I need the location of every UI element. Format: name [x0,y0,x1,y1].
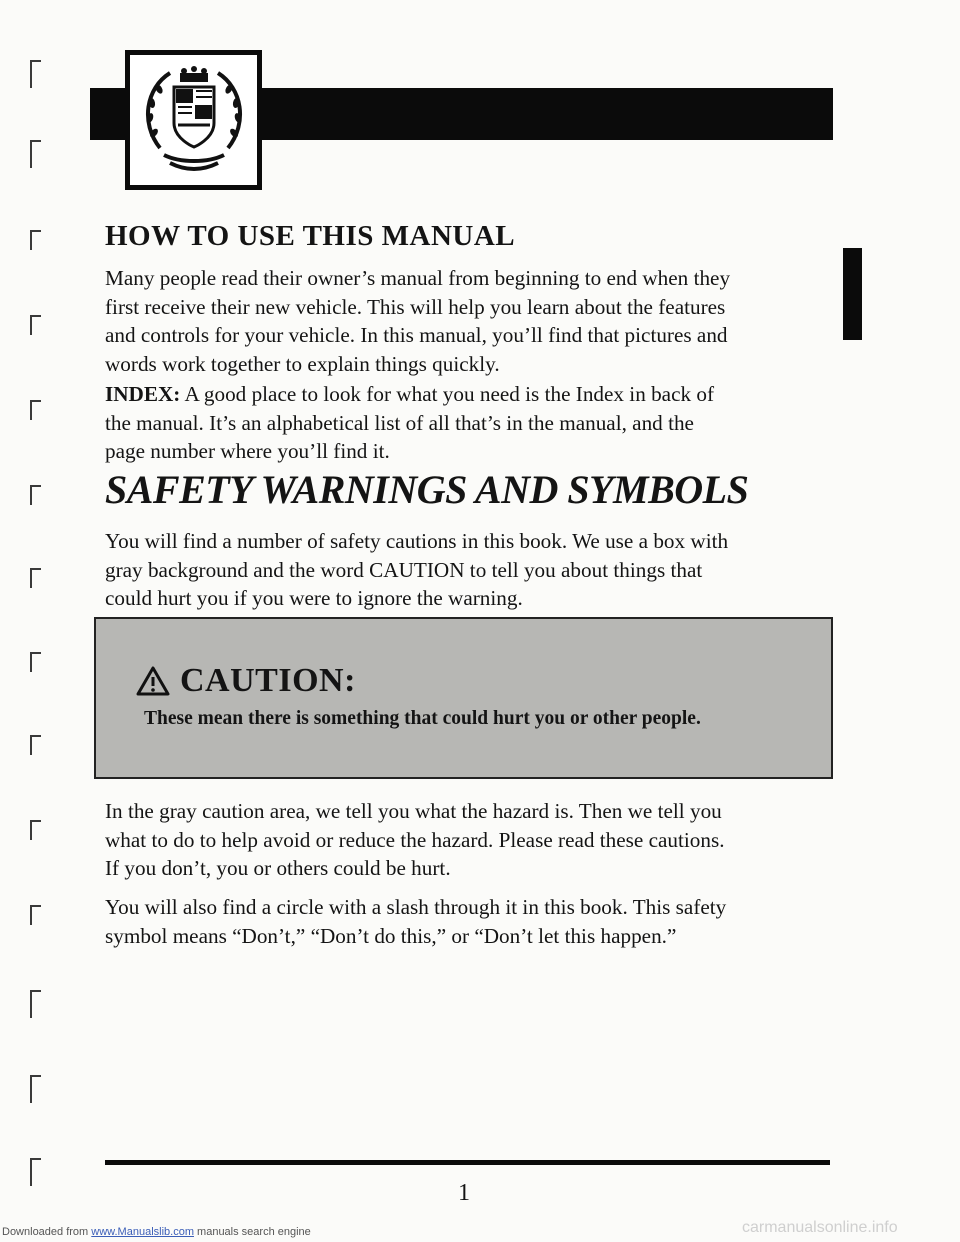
text-line: words work together to explain things quickly. [105,351,500,376]
text-line: page number where you’ll find it. [105,439,390,463]
site-watermark: carmanualsonline.info [742,1219,898,1236]
manualslib-link[interactable]: www.Manualslib.com [91,1226,194,1238]
text-line: what to do to help avoid or reduce the hazard. Please read these cautions. [105,827,725,852]
crop-mark [30,1158,41,1186]
safety-paragraph [105,527,728,613]
text-line [105,380,714,409]
text-line: could hurt you if you were to ignore the warning. [105,586,523,610]
text-line: first receive their new vehicle. This will help you learn about the features [105,294,726,319]
crop-mark [30,1075,41,1103]
crop-mark [30,652,41,672]
text-line: Many people read their owner’s manual from beginning to end when they [105,266,731,290]
caution-heading [136,662,356,700]
text-line: symbol means “Don’t,” “Don’t do this,” or “Don’t let this happen.” [105,923,677,948]
text-line: You will also find a circle with a slash through it in this book. This safety [105,895,727,919]
text-line: gray background and the word CAUTION to tell you about things that [105,557,703,582]
symbol-paragraph [105,893,726,950]
text-line: and controls for your vehicle. In this manual, you’ll find that pictures and [105,323,728,347]
section-title-how-to-use: HOW TO USE THIS MANUAL [105,220,516,252]
intro-paragraph [105,264,730,378]
crop-mark [30,140,41,168]
crest-logo [125,50,262,190]
crop-mark [30,315,41,335]
crest-logo-icon [140,63,248,178]
crop-mark [30,60,41,88]
crop-mark [30,990,41,1018]
section-tab-marker [843,248,862,340]
banner-suffix: manuals search engine [193,1226,311,1238]
caution-title: CAUTION: [180,662,356,699]
warning-triangle-icon [136,666,170,696]
download-banner [2,1226,311,1238]
crop-mark [30,905,41,925]
crop-mark [30,400,41,420]
crop-mark [30,485,41,505]
crop-mark [30,230,41,250]
page-number: 1 [458,1180,470,1206]
crop-mark [30,820,41,840]
crop-mark [30,735,41,755]
index-label: INDEX: [105,382,181,406]
caution-text: These mean there is something that could hurt you or other people. [144,708,701,729]
section-title-safety: SAFETY WARNINGS AND SYMBOLS [105,467,749,512]
caution-box [94,617,833,779]
text-line: In the gray caution area, we tell you what the hazard is. Then we tell you [105,799,722,823]
text-line: the manual. It’s an alphabetical list of all that’s in the manual, and the [105,410,694,435]
crop-mark [30,568,41,588]
footer-rule [105,1160,830,1165]
index-text: A good place to look for what you need is the Index in back of [180,382,715,406]
index-paragraph [105,380,714,466]
text-line: If you don’t, you or others could be hurt. [105,856,451,880]
banner-prefix: Downloaded from [2,1226,92,1238]
hazard-paragraph [105,797,725,883]
text-line: You will find a number of safety cautions in this book. We use a box with [105,529,729,553]
